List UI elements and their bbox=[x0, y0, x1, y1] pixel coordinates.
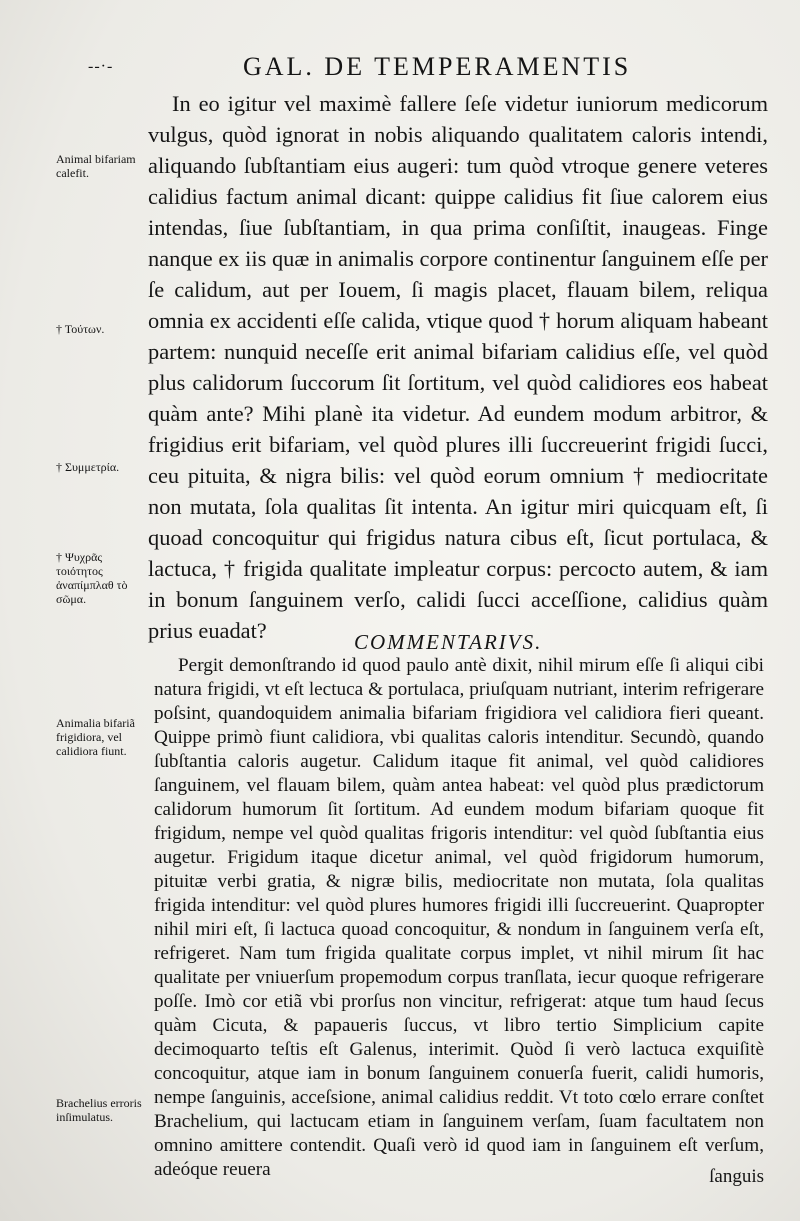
commentary-text bbox=[154, 654, 764, 1182]
commentary-heading: COMMENTARIVS. bbox=[354, 630, 543, 654]
marginal-note: Animalia bifariã frigidiora, vel calidiora fiunt. bbox=[56, 716, 135, 758]
marginal-note: † Συμμετρία. bbox=[56, 460, 120, 474]
marginal-note: Brachelius erroris inſimulatus. bbox=[56, 1096, 142, 1124]
main-text bbox=[148, 88, 768, 646]
catchword: ſanguis bbox=[709, 1166, 764, 1187]
marginal-note: † Τούτων. bbox=[56, 322, 105, 336]
marginal-note: † Ψυχρᾶς τοιότητος ἀναπίμπλαθ τὸ σῶμα. bbox=[56, 550, 128, 606]
main-paragraph: In eo igitur vel maximè fallere ſeſe videtur iuniorum medicorum vulgus, quòd ignorat in nobis aliquando qualitatem caloris intendi, aliquando ſubſtantiam eius augeri: tum quòd vtroque genere veteres calidius factum animal dicant: quippe calidius fit ſiue calorem eius intendas, ſiue ſubſtantiam, in qua prima conſiſtit, inaugeas. Finge nanque ex iis quæ in animalis corpore continentur ſanguinem eſſe per ſe calidum, aut per Iouem, ſi magis placet, flauam bilem, reliqua omnia ex accidenti eſſe calida, vtique quod † horum aliquam habeant partem: nunquid neceſſe erit animal bifariam calidius eſſe, vel quòd plus calidorum ſuccorum ſit ſortitum, vel quòd calidiores eos habeat quàm ante? Mihi planè ita videtur. Ad eundem modum arbitror, & frigidius erit bifariam, vel quòd plures illi ſuccreuerint frigidi ſucci, ceu pituita, & nigra bilis: vel quòd eorum omnium † mediocritate non mutata, ſola qualitas ſit intenta. An igitur miri quicquam eſt, ſi quoad concoquitur qui frigidus natura cibus eſt, ſicut portulaca, & lactuca, † frigida qualitate impleatur corpus: percocto autem, & iam in bonum ſanguinem verſo, calidi ſucci acceſſione, calidius quàm prius euadat? bbox=[148, 91, 768, 643]
commentary-paragraph: Pergit demonſtrando id quod paulo antè dixit, nihil mirum eſſe ſi aliqui cibi natura frigidi, vt eſt lectuca & portulaca, priuſquam nutriant, interim refrigerare poſsint, quandoquidem animalia bifariam frigidiora vel calidiora fieri queant. Quippe primò fiunt calidiora, vbi qualitas caloris intenditur. Secundò, quando ſubſtantia caloris augetur. Calidum itaque fit animal, vel quòd calidiores ſanguinem, vel flauam bilem, quàm antea habeat: vel quòd plus prædictorum calidorum humorum ſit ſortitum. Ad eundem modum bifariam quoque fit frigidum, nempe vel quòd qualitas frigoris intenditur: vel quòd ſubſtantia eius augetur. Frigidum itaque dicetur animal, vel quòd frigidorum humorum, pituitæ verbi gratia, & nigræ bilis, mediocritate non mutata, ſola qualitas frigida intenditur: vel quòd plures humores frigidi illi ſuccreuerint. Quapropter nihil miri eſt, ſi lactuca quoad concoquitur, & nondum in ſanguinem verſa eſt, refrigeret. Nam tum frigida qualitate corpus implet, vt nihil mirum ſit hac qualitate per vniuerſum propemodum corpus tranſlata, iecur quoque refrigerare poſſe. Imò cor etiã vbi prorſus non vincitur, refrigerat: atque tum haud ſecus quàm Cicuta, & papaueris ſuccus, vt libro tertio Simplicium capite decimoquarto teſtis eſt Galenus, interimit. Quòd ſi verò lactuca exquiſitè concoquitur, atque iam in bonum ſanguinem conuerſa fuerit, calidi humoris, nempe ſanguinis, acceſsione, animal calidius reddit. Vt toto cœlo errare conſtet Brachelium, qui lactucam etiam in ſanguinem verſam, ſuam facultatem non omnino amittere contendit. Quaſi verò id quod iam in ſanguinem eſt verſum, adeóque reuera bbox=[154, 655, 764, 1180]
running-header: GAL. DE TEMPERAMENTIS bbox=[243, 52, 632, 81]
page-folio: --·- bbox=[88, 58, 114, 75]
marginal-note: Animal bifariam calefit. bbox=[56, 152, 136, 180]
